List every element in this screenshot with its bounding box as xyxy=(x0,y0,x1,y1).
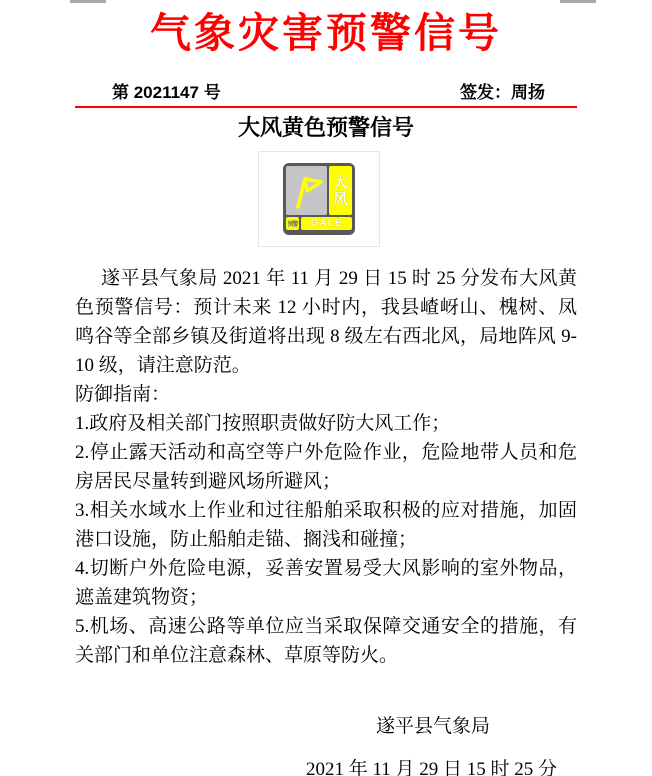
warning-subtitle: 大风黄色预警信号 xyxy=(237,115,414,140)
document-footer xyxy=(0,712,652,776)
gale-yellow-warning-icon xyxy=(283,163,355,235)
guideline-item-5: 5.机场、高速公路等单位应当采取保障交通安全的措施，有关部门和单位注意森林、草原等防火。 xyxy=(75,616,577,666)
guideline-item-3: 3.相关水域水上作业和过往船舶采取积极的应对措施，加固港口设施，防止船舶走锚、搁浅和碰撞； xyxy=(75,500,577,550)
warning-type-cn-char-1: 大 xyxy=(332,173,348,191)
warning-type-cn-char-2: 风 xyxy=(332,190,348,208)
page-edge-marker-left xyxy=(70,0,106,3)
warning-body xyxy=(75,264,577,670)
warning-icon-frame xyxy=(258,151,380,247)
document-number: 第 2021147 号 xyxy=(112,83,221,102)
warning-mini-label: 预警 xyxy=(286,217,299,230)
warning-type-cn xyxy=(329,166,352,215)
flag-glyph xyxy=(290,171,324,211)
issuer-signature: 签发：周扬 xyxy=(460,83,545,102)
wind-flag-icon xyxy=(286,166,327,215)
page-edge-marker-right xyxy=(560,0,596,3)
issuing-agency: 遂平县气象局 xyxy=(375,716,490,737)
document-number-line xyxy=(75,78,577,106)
guideline-item-1: 1.政府及相关部门按照职责做好防大风工作； xyxy=(75,413,451,434)
defense-guide-title: 防御指南： xyxy=(75,384,171,405)
header-divider-rule xyxy=(75,106,577,108)
document-title: 气象灾害预警信号 xyxy=(150,10,502,56)
guideline-item-4: 4.切断户外危险电源，妥善安置易受大风影响的室外物品，遮盖建筑物资； xyxy=(75,558,577,608)
warning-icon-row xyxy=(0,151,652,247)
guideline-item-2: 2.停止露天活动和高空等户外危险作业，危险地带人员和危房居民尽量转到避风场所避风； xyxy=(75,442,577,492)
issue-datetime: 2021 年 11 月 29 日 15 时 25 分 xyxy=(305,759,557,776)
warning-type-en: GALE xyxy=(301,217,352,230)
warning-paragraph: 遂平县气象局 2021 年 11 月 29 日 15 时 25 分发布大风黄色预警信号：预计未来 12 小时内，我县嵖岈山、槐树、凤鸣谷等全部乡镇及街道将出现 8 级左右西北风，局地阵风 9-10 级，请注意防范。 xyxy=(75,268,577,376)
